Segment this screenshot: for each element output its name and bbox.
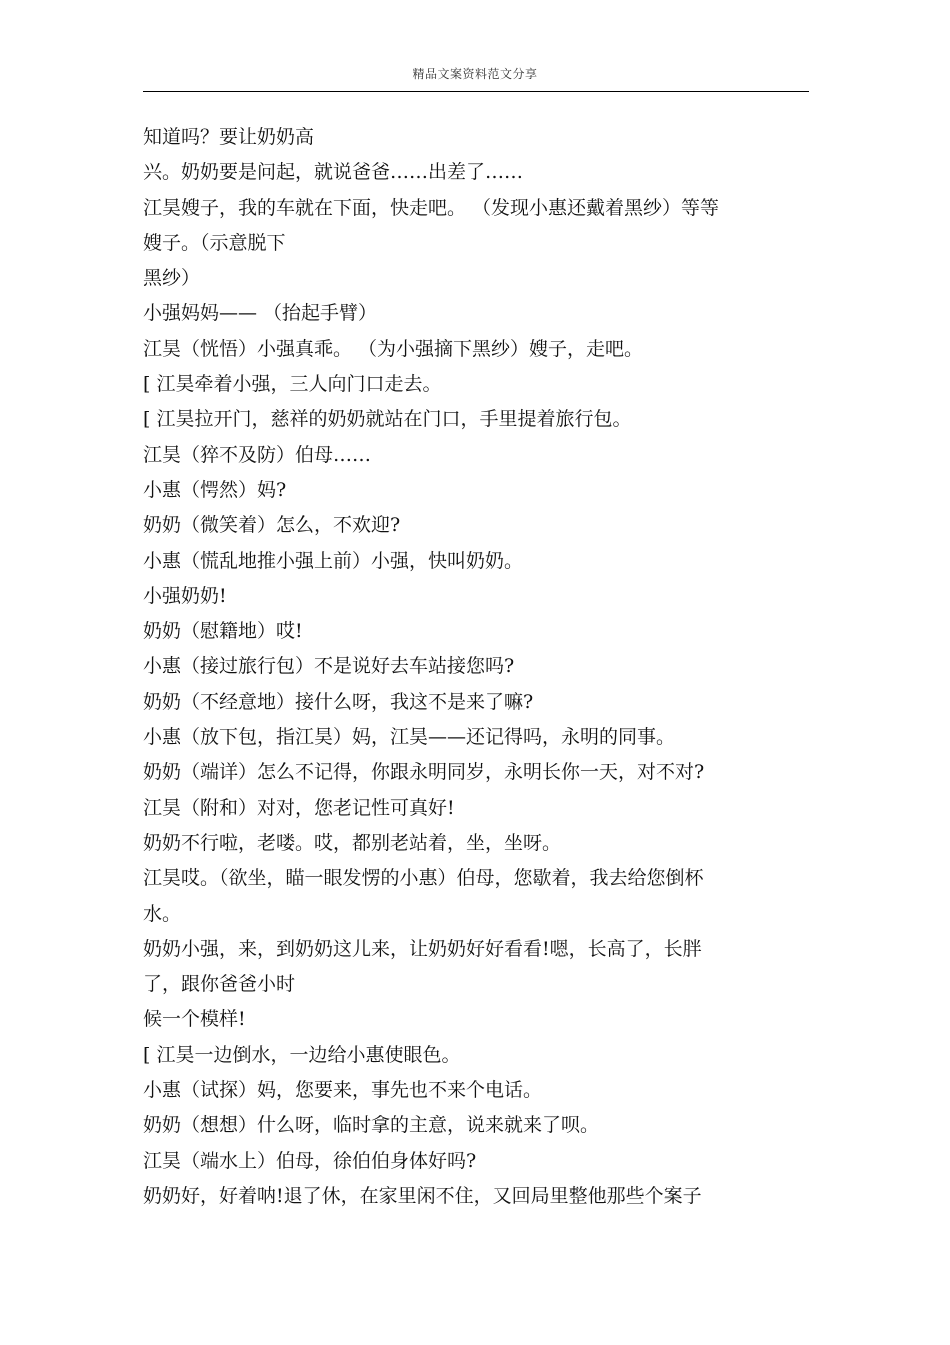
text-line: 小惠（放下包，指江昊）妈，江昊——还记得吗，永明的同事。 (143, 726, 676, 749)
header-divider (143, 91, 809, 92)
text-line: 奶奶（微笑着）怎么，不欢迎? (143, 514, 401, 537)
page-header: 精品文案资料范文分享 (412, 67, 538, 81)
document-body (143, 120, 803, 1214)
text-line: [ 江昊一边倒水，一边给小惠使眼色。 (143, 1043, 461, 1066)
text-line: 嫂子。（示意脱下 (143, 231, 286, 254)
text-line: 兴。奶奶要是问起，就说爸爸……出差了…… (143, 161, 524, 184)
text-line: 候一个模样! (143, 1008, 246, 1031)
text-line: 黑纱） (143, 267, 201, 290)
text-line: 江昊（附和）对对，您老记性可真好! (143, 796, 455, 819)
text-line: 奶奶不行啦，老喽。哎，都别老站着，坐，坐呀。 (143, 831, 562, 854)
text-line: 奶奶好，好着呐!退了休，在家里闲不住，又回局里整他那些个案子 (143, 1184, 702, 1207)
text-line: 奶奶（想想）什么呀，临时拿的主意，说来就来了呗。 (143, 1114, 600, 1137)
text-line: 小惠（试探）妈，您要来，事先也不来个电话。 (143, 1079, 543, 1102)
text-line: [ 江昊牵着小强，三人向门口走去。 (143, 373, 442, 396)
text-line: 江昊（恍悟）小强真乖。 （为小强摘下黑纱）嫂子，走吧。 (143, 337, 644, 360)
text-line: 江昊哎。（欲坐，瞄一眼发愣的小惠）伯母，您歇着，我去给您倒杯 (143, 867, 704, 890)
text-line: 江昊（端水上）伯母，徐伯伯身体好吗? (143, 1149, 477, 1172)
text-line: [ 江昊拉开门，慈祥的奶奶就站在门口，手里提着旅行包。 (143, 408, 632, 431)
text-line: 小惠（慌乱地推小强上前）小强，快叫奶奶。 (143, 549, 524, 572)
text-line: 水。 (143, 902, 182, 925)
text-line: 江昊（猝不及防）伯母…… (143, 443, 372, 466)
text-line: 小强妈妈—— （抬起手臂） (143, 302, 378, 325)
text-line: 小惠（愕然）妈? (143, 478, 287, 501)
text-line: 江昊嫂子，我的车就在下面，快走吧。 （发现小惠还戴着黑纱）等等 (143, 196, 720, 219)
text-line: 奶奶小强，来，到奶奶这儿来，让奶奶好好看看!嗯，长高了，长胖 (143, 937, 702, 960)
text-line: 知道吗？要让奶奶高 (143, 126, 315, 148)
text-line: 奶奶（不经意地）接什么呀，我这不是来了嘛? (143, 690, 534, 713)
text-line: 奶奶（慰籍地）哎! (143, 620, 303, 643)
text-line: 小强奶奶! (143, 584, 227, 607)
text-line: 了，跟你爸爸小时 (143, 973, 296, 996)
text-line: 奶奶（端详）怎么不记得，你跟永明同岁，永明长你一天，对不对? (143, 761, 705, 784)
text-line: 小惠（接过旅行包）不是说好去车站接您吗? (143, 655, 515, 678)
